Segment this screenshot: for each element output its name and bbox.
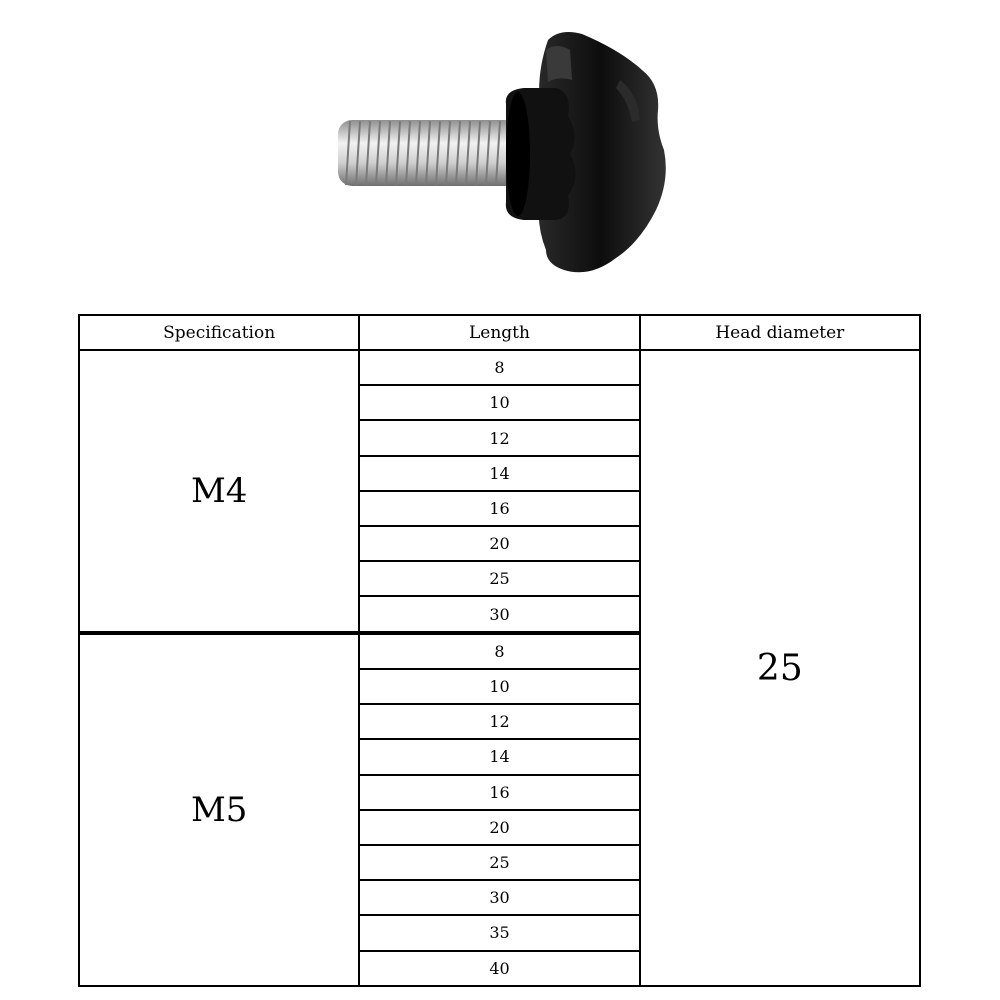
length-cell: 25 — [359, 845, 639, 880]
header-head-diameter: Head diameter — [640, 315, 920, 350]
length-cell: 35 — [359, 915, 639, 950]
length-cell: 40 — [359, 951, 639, 986]
length-cell: 20 — [359, 810, 639, 845]
spec-cell-m5: M5 — [79, 633, 359, 986]
length-cell: 25 — [359, 561, 639, 596]
length-cell: 16 — [359, 775, 639, 810]
table-row — [79, 350, 920, 385]
spec-cell-m4: M4 — [79, 350, 359, 633]
length-cell: 12 — [359, 704, 639, 739]
length-cell: 30 — [359, 880, 639, 915]
length-cell: 12 — [359, 420, 639, 455]
head-diameter-cell: 25 — [640, 350, 920, 986]
length-cell: 10 — [359, 385, 639, 420]
length-cell: 8 — [359, 633, 639, 669]
header-length: Length — [359, 315, 639, 350]
length-cell: 8 — [359, 350, 639, 385]
length-cell: 30 — [359, 596, 639, 632]
specification-table — [78, 314, 921, 987]
length-cell: 14 — [359, 456, 639, 491]
length-cell: 10 — [359, 669, 639, 704]
table-header-row — [79, 315, 920, 350]
thumb-screw-knob-image — [320, 20, 680, 285]
length-cell: 14 — [359, 739, 639, 774]
length-cell: 20 — [359, 526, 639, 561]
header-specification: Specification — [79, 315, 359, 350]
length-cell: 16 — [359, 491, 639, 526]
